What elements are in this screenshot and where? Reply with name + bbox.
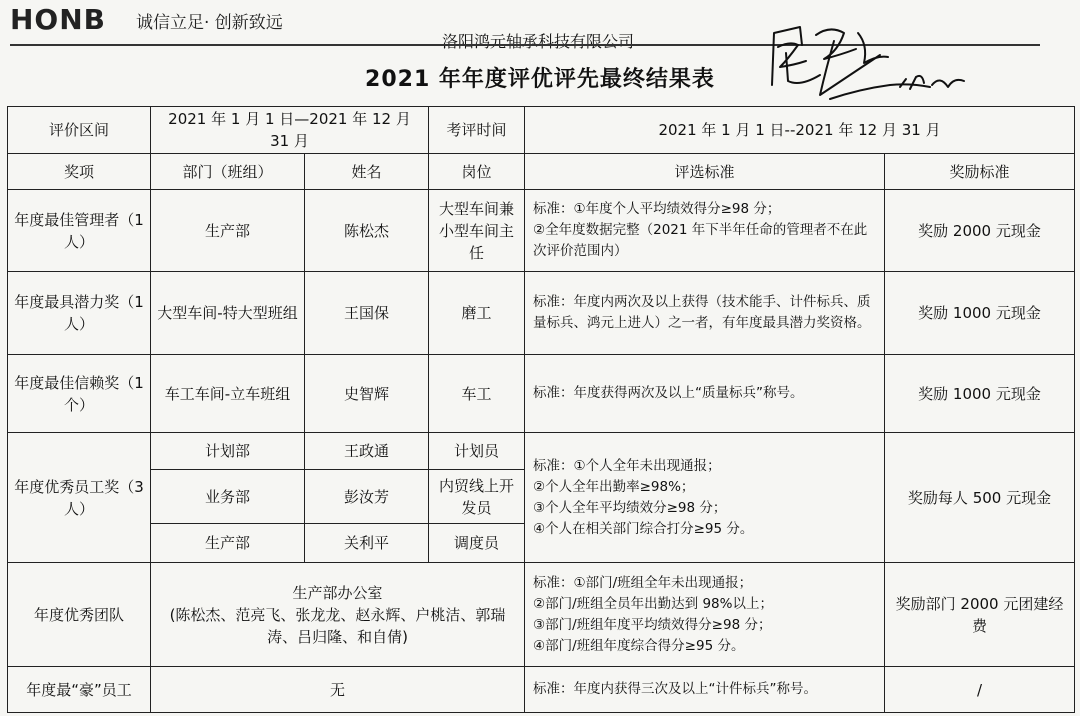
criteria-line: ②部门/班组全员年出勤达到 98%以上； <box>533 595 773 612</box>
team-members: (陈松杰、范亮飞、张龙龙、赵永辉、户桃洁、郭瑞涛、吕归隆、和自倩) <box>169 605 506 646</box>
post-cell: 大型车间兼小型车间主任 <box>429 190 525 272</box>
criteria-cell <box>525 190 885 272</box>
page-title: 2021 年年度评优评先最终结果表 <box>365 67 715 92</box>
company-logo: HONB <box>10 3 107 36</box>
dept-cell: 生产部 <box>151 524 305 563</box>
team-cell: 无 <box>151 667 525 713</box>
column-header: 部门（班组） <box>151 154 305 190</box>
dept-cell: 大型车间-特大型班组 <box>151 272 305 355</box>
criteria-cell <box>525 667 885 713</box>
header-divider <box>10 44 1040 46</box>
table-header-row <box>8 154 1075 190</box>
column-header: 岗位 <box>429 154 525 190</box>
team-cell <box>151 563 525 667</box>
criteria-line: ④部门/班组年度综合得分≥95 分。 <box>533 637 745 654</box>
results-table <box>7 106 1075 713</box>
criteria-cell <box>525 355 885 433</box>
post-cell: 车工 <box>429 355 525 433</box>
name-cell: 王政通 <box>305 433 429 470</box>
reward-cell: / <box>885 667 1075 713</box>
table-row <box>8 355 1075 433</box>
criteria-line: 标准：年度内获得三次及以上“计件标兵”称号。 <box>533 681 818 697</box>
table-row <box>8 107 1075 154</box>
criteria-line: ④个人在相关部门综合打分≥95 分。 <box>533 520 754 537</box>
award-cell: 年度最佳管理者（1 人） <box>8 190 151 272</box>
period-label: 评价区间 <box>8 107 151 154</box>
table-row <box>8 190 1075 272</box>
name-cell: 陈松杰 <box>305 190 429 272</box>
review-time-value: 2021 年 1 月 1 日--2021 年 12 月 31 月 <box>525 107 1075 154</box>
reward-cell: 奖励部门 2000 元团建经费 <box>885 563 1075 667</box>
criteria-line: ③个人全年平均绩效分≥98 分； <box>533 499 727 516</box>
company-name: 洛阳鸿元轴承科技有限公司 <box>442 32 635 51</box>
review-time-label: 考评时间 <box>429 107 525 154</box>
criteria-cell <box>525 433 885 563</box>
company-slogan: 诚信立足· 创新致远 <box>136 13 283 33</box>
reward-cell: 奖励每人 500 元现金 <box>885 433 1075 563</box>
column-header: 评选标准 <box>525 154 885 190</box>
table-row <box>8 272 1075 355</box>
award-cell: 年度最具潜力奖（1 人） <box>8 272 151 355</box>
criteria-line: ③部门/班组年度平均绩效得分≥98 分； <box>533 616 772 633</box>
column-header: 奖项 <box>8 154 151 190</box>
award-cell: 年度最“豪”员工 <box>8 667 151 713</box>
reward-cell: 奖励 1000 元现金 <box>885 355 1075 433</box>
post-cell: 计划员 <box>429 433 525 470</box>
table-row <box>8 667 1075 713</box>
dept-cell: 业务部 <box>151 470 305 524</box>
criteria-line: 标准：①年度个人平均绩效得分≥98 分； <box>533 201 781 217</box>
reward-cell: 奖励 1000 元现金 <box>885 272 1075 355</box>
dept-cell: 车工车间-立车班组 <box>151 355 305 433</box>
name-cell: 史智辉 <box>305 355 429 433</box>
criteria-line: 标准：年度内两次及以上获得（技术能手、计件标兵、质量标兵、鸿元上进人）之一者，有年度最具潜力奖资格。 <box>533 294 871 331</box>
name-cell: 王国保 <box>305 272 429 355</box>
criteria-line: 标准：①部门/班组全年未出现通报； <box>533 574 753 591</box>
dept-cell: 计划部 <box>151 433 305 470</box>
team-name: 生产部办公室 <box>292 583 383 602</box>
award-cell: 年度最佳信赖奖（1 个） <box>8 355 151 433</box>
reward-cell: 奖励 2000 元现金 <box>885 190 1075 272</box>
table-row <box>8 433 1075 470</box>
award-cell: 年度优秀员工奖（3 人） <box>8 433 151 563</box>
award-cell: 年度优秀团队 <box>8 563 151 667</box>
name-cell: 关利平 <box>305 524 429 563</box>
name-cell: 彭汝芳 <box>305 470 429 524</box>
dept-cell: 生产部 <box>151 190 305 272</box>
column-header: 姓名 <box>305 154 429 190</box>
criteria-line: ②个人全年出勤率≥98%； <box>533 478 695 495</box>
column-header: 奖励标准 <box>885 154 1075 190</box>
criteria-cell <box>525 272 885 355</box>
post-cell: 调度员 <box>429 524 525 563</box>
table-row <box>8 563 1075 667</box>
period-value: 2021 年 1 月 1 日—2021 年 12 月 31 月 <box>151 107 429 154</box>
criteria-line: 标准：年度获得两次及以上“质量标兵”称号。 <box>533 385 804 401</box>
criteria-line: 标准：①个人全年未出现通报； <box>533 457 721 474</box>
criteria-line: ②全年度数据完整（2021 年下半年任命的管理者不在此次评价范围内） <box>533 222 868 259</box>
post-cell: 内贸线上开发员 <box>429 470 525 524</box>
criteria-cell <box>525 563 885 667</box>
post-cell: 磨工 <box>429 272 525 355</box>
